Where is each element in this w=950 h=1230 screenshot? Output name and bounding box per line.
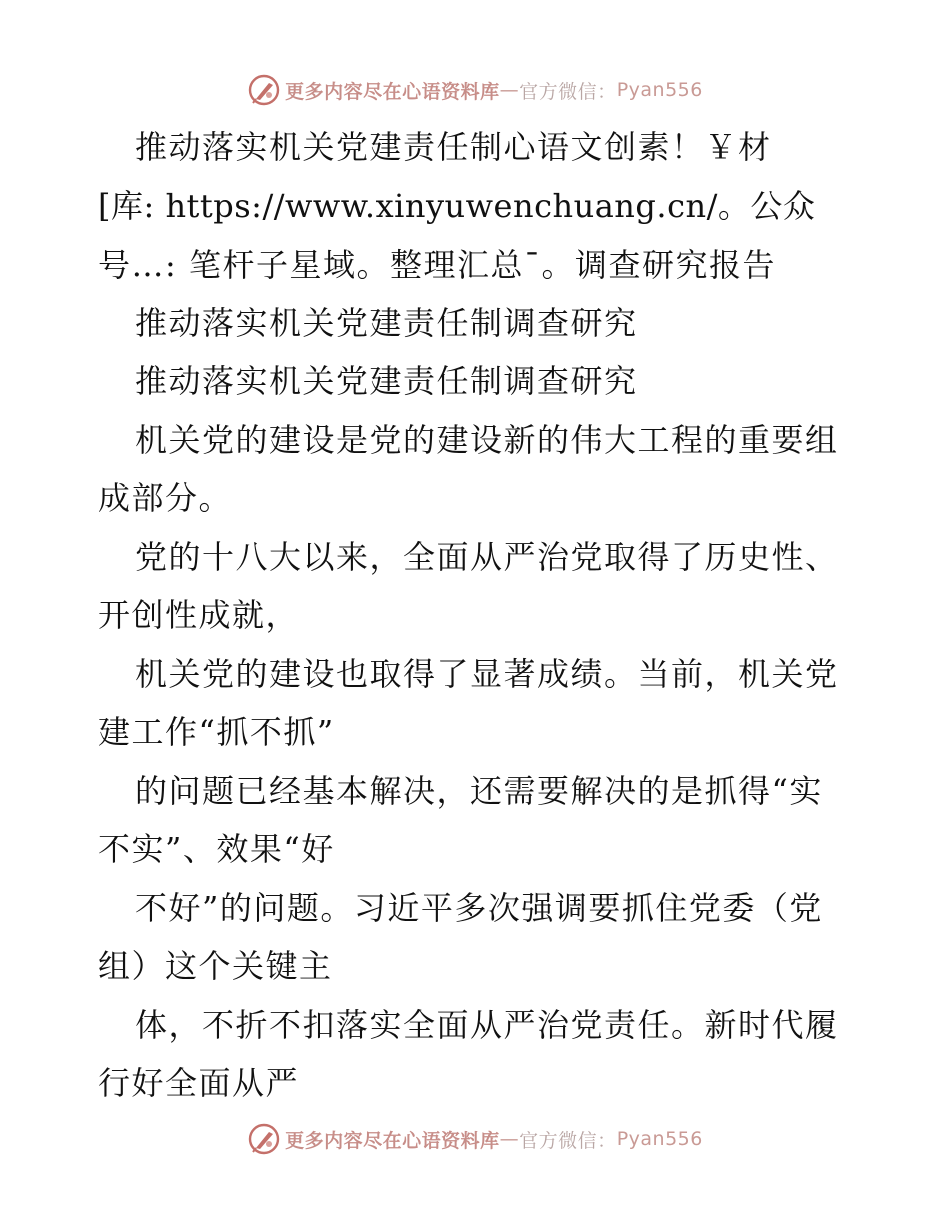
header-watermark: [0, 70, 950, 110]
watermark-site-name: 更多内容尽在心语资料库: [285, 80, 500, 103]
text-line-15: 组）这个关键主: [98, 947, 333, 985]
text-line-1: 推动落实机关党建责任制心语文创素！￥材: [135, 128, 772, 166]
text-line-16: 体，不折不扣落实全面从严治党责任。新时代履: [135, 1006, 839, 1044]
header-watermark-inner: [247, 73, 703, 107]
watermark-site-name: 更多内容尽在心语资料库: [285, 1129, 500, 1152]
footer-watermark-inner: [247, 1122, 703, 1156]
text-line-11: 建工作“抓不抓”: [98, 713, 335, 751]
text-line-17: 行好全面从严: [98, 1064, 300, 1102]
footer-watermark: [0, 1119, 950, 1159]
watermark-wechat-id: Pyan556: [616, 79, 703, 101]
text-line-3: 号…: 笔杆子星域。整理汇总¯。调查研究报告: [98, 246, 776, 284]
watermark-wechat-label: 官方微信：: [519, 1129, 617, 1152]
text-line-6: 机关党的建设是党的建设新的伟大工程的重要组: [135, 421, 839, 459]
watermark-separator: —: [499, 1128, 520, 1150]
text-line-7: 成部分。: [98, 479, 233, 517]
quill-logo-icon: [247, 73, 281, 107]
watermark-separator: —: [499, 79, 520, 101]
text-line-4: 推动落实机关党建责任制调查研究: [135, 304, 638, 342]
text-line-10: 机关党的建设也取得了显著成绩。当前，机关党: [135, 655, 839, 693]
watermark-wechat-id: Pyan556: [616, 1128, 703, 1150]
watermark-wechat-label: 官方微信：: [519, 80, 617, 103]
quill-logo-icon: [247, 1122, 281, 1156]
text-line-2: [库: https://www.xinyuwenchuang.cn/。公众: [98, 187, 816, 225]
text-line-5: 推动落实机关党建责任制调查研究: [135, 362, 638, 400]
text-line-14: 不好”的问题。习近平多次强调要抓住党委（党: [135, 889, 823, 927]
text-line-8: 党的十八大以来，全面从严治党取得了历史性、: [135, 538, 839, 576]
text-line-13: 不实”、效果“好: [98, 830, 335, 868]
text-line-9: 开创性成就，: [98, 596, 300, 634]
text-line-12: 的问题已经基本解决，还需要解决的是抓得“实: [135, 772, 823, 810]
